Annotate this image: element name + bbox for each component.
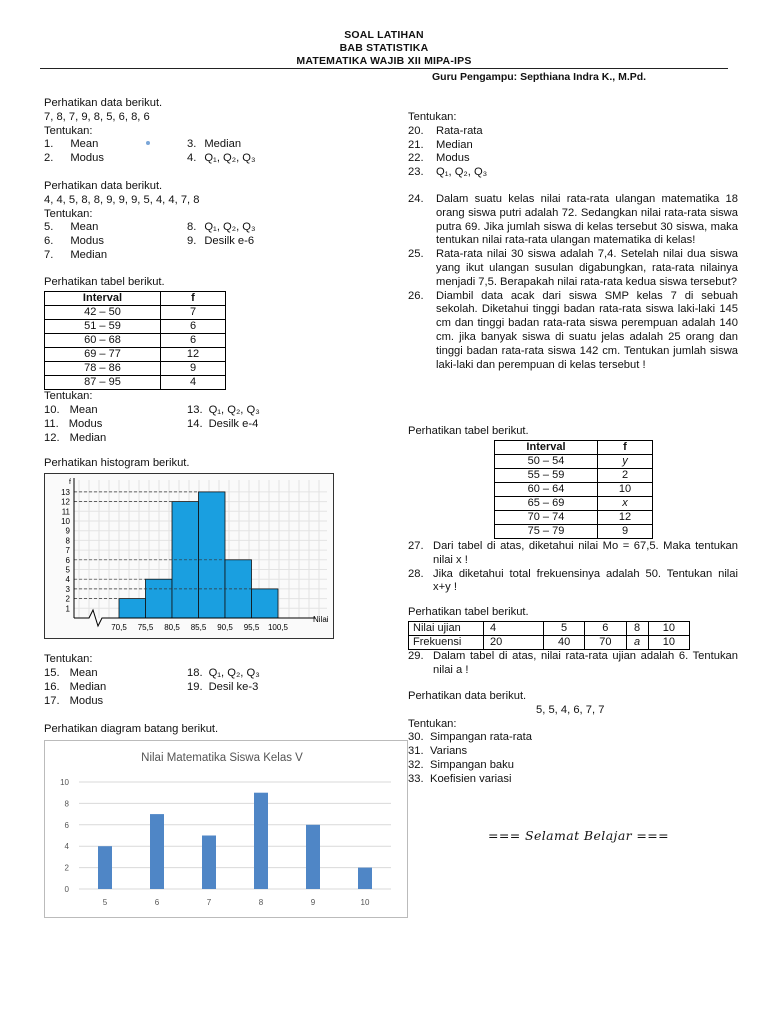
table-row — [45, 333, 226, 347]
tentukan-label: Tentukan: — [408, 717, 457, 730]
question-label: Modus — [70, 235, 104, 248]
question-number: 22. — [408, 152, 424, 165]
section-7-questions — [408, 540, 738, 595]
table-cell: 20 — [484, 636, 544, 650]
section-intro: Perhatikan tabel berikut. — [44, 276, 165, 288]
histogram-frame — [44, 473, 334, 639]
question-label: Varians — [430, 745, 468, 758]
y-tick-label: 4 — [65, 575, 70, 585]
section-3 — [44, 276, 260, 446]
word-problems — [408, 193, 738, 372]
table-row — [45, 305, 226, 319]
chart-bar — [98, 846, 112, 889]
question-label: Median — [69, 431, 107, 444]
y-axis-label: f — [69, 479, 71, 486]
question-number: 9. — [187, 235, 197, 248]
interval-table — [44, 291, 226, 390]
header-divider — [40, 68, 728, 69]
y-tick-label: 8 — [64, 799, 69, 809]
question-number: 30. — [408, 731, 424, 744]
cursor-dot — [146, 141, 150, 145]
histogram-bar — [225, 560, 252, 618]
question-number: 33. — [408, 772, 424, 785]
table-cell: 10 — [598, 483, 653, 497]
table-row — [495, 511, 653, 525]
question-number: 28. — [408, 567, 424, 580]
section-intro: Perhatikan data berikut. — [408, 690, 527, 702]
table-cell: 55 – 59 — [495, 469, 598, 483]
question-label: Q₁, Q₂, Q₃ — [436, 166, 488, 179]
x-tick-label: 6 — [154, 898, 160, 907]
table-row — [495, 469, 653, 483]
table-cell: 60 – 68 — [45, 333, 161, 347]
question-number: 19. — [187, 680, 203, 693]
question-number: 12. — [44, 431, 60, 444]
question-label: Mean — [69, 666, 98, 679]
data-list: 4, 4, 5, 8, 8, 9, 9, 9, 5, 4, 4, 7, 8 — [44, 193, 200, 206]
closing-message: === Selamat Belajar === — [488, 828, 670, 843]
interval-table-2 — [494, 440, 653, 539]
x-tick-label: 90,5 — [217, 623, 233, 632]
table-row — [495, 483, 653, 497]
y-tick-label: 4 — [64, 842, 69, 852]
table-row — [495, 525, 653, 539]
section-intro: Perhatikan histogram berikut. — [44, 457, 190, 469]
table-row — [45, 375, 226, 389]
question-number: 24. — [408, 193, 424, 205]
y-tick-label: 10 — [60, 778, 69, 787]
chart-bar — [150, 814, 164, 889]
table-cell: 12 — [598, 511, 653, 525]
question-text: Diambil data acak dari siswa SMP kelas 7 di sebuah sekolah. Diketahui tinggi badan rata-rata siswa laki-laki 145 cm dan tinggi badan rata-rata siswa perempuan adalah 140 cm. jika banyak siswa di suatu jelas adalah 25 orang dan tinggi badan rata-rata siswa 142 cm. Tentukan jumlah siswa laki-laki dan perempuan di kelas tersebut ! — [436, 289, 738, 371]
x-tick-label: 10 — [360, 898, 370, 907]
question-label: Median — [436, 138, 473, 151]
section-1 — [44, 97, 256, 166]
question-text: Rata-rata nilai 30 siswa adalah 7,4. Setelah nilai dua siswa yang ikut ulangan susulan digabungkan, rata-rata nilainya menjadi 7,5. Berapakah nilai rata-rata kedua siswa tersebut? — [436, 248, 738, 288]
tentukan-label: Tentukan: — [44, 124, 93, 137]
section-intro: Perhatikan data berikut. — [44, 180, 163, 192]
table-cell: 51 – 59 — [45, 319, 161, 333]
question-label: Mean — [70, 138, 99, 151]
x-axis-label: Nilai — [313, 615, 329, 624]
section-9 — [408, 690, 738, 787]
question-text: Dari tabel di atas, diketahui nilai Mo = 67,5. Maka tentukan nilai x ! — [433, 540, 738, 566]
table-cell: 6 — [161, 319, 226, 333]
table-cell: 10 — [648, 636, 689, 650]
question-number: 16. — [44, 680, 60, 693]
tentukan-label: Tentukan: — [44, 389, 93, 402]
data-list: 5, 5, 4, 6, 7, 7 — [536, 703, 605, 716]
question-number: 29. — [408, 650, 424, 662]
question-number: 1. — [44, 138, 54, 151]
question-number: 26. — [408, 289, 424, 302]
table-cell: 6 — [161, 333, 226, 347]
chart-bar — [202, 836, 216, 890]
x-tick-label: 100,5 — [267, 623, 289, 632]
table-cell: 65 – 69 — [495, 497, 598, 511]
doc-subtitle: BAB STATISTIKA — [339, 42, 429, 54]
section-4-questions — [44, 653, 260, 709]
question-number: 17. — [44, 694, 60, 707]
question-number: 15. — [44, 666, 60, 679]
table-header: f — [161, 291, 226, 305]
section-6 — [408, 111, 738, 180]
question-number: 31. — [408, 745, 424, 758]
tentukan-label: Tentukan: — [408, 111, 457, 123]
table-cell: 75 – 79 — [495, 525, 598, 539]
table-header: Interval — [45, 291, 161, 305]
table-row — [409, 636, 690, 650]
question-number: 4. — [187, 152, 197, 165]
question-number: 13. — [187, 403, 203, 416]
histogram-chart — [45, 474, 333, 638]
x-tick-label: 85,5 — [190, 623, 207, 632]
table-cell: 2 — [598, 469, 653, 483]
table-row — [409, 622, 690, 636]
chart-title: Nilai Matematika Siswa Kelas V — [141, 752, 303, 764]
doc-title: SOAL LATIHAN — [344, 29, 424, 41]
y-tick-label: 12 — [61, 497, 70, 507]
y-tick-label: 2 — [65, 594, 70, 604]
question-label: Mean — [69, 403, 98, 416]
question-number: 6. — [44, 235, 54, 248]
question-number: 7. — [44, 249, 54, 262]
table-cell: 50 – 54 — [495, 455, 598, 469]
y-tick-label: 3 — [65, 584, 70, 594]
question-number: 5. — [44, 221, 54, 234]
question-number: 8. — [187, 221, 197, 234]
table-cell: 40 — [543, 636, 584, 650]
y-tick-label: 8 — [65, 536, 70, 546]
table-cell: 7 — [161, 305, 226, 319]
question-label: Modus — [436, 152, 470, 165]
x-tick-label: 5 — [102, 898, 108, 907]
table-header-row — [495, 441, 653, 455]
table-cell: 10 — [648, 622, 689, 636]
histogram-bar — [119, 599, 146, 618]
question-number: 27. — [408, 540, 424, 552]
table-cell: 70 — [585, 636, 626, 650]
section-intro: Perhatikan tabel berikut. — [408, 425, 529, 437]
teacher-name: Guru Pengampu: Septhiana Indra K., M.Pd. — [432, 71, 647, 83]
question-number: 25. — [408, 248, 424, 261]
question-label: Mean — [70, 221, 99, 234]
table-cell: Frekuensi — [409, 636, 484, 650]
x-tick-label: 7 — [206, 898, 212, 907]
question-label: Median — [70, 249, 108, 262]
question-number: 10. — [44, 403, 60, 416]
table-cell: 6 — [585, 622, 626, 636]
table-cell: 42 – 50 — [45, 305, 161, 319]
table-cell: x — [598, 497, 653, 511]
bar-chart-frame — [44, 740, 408, 918]
bar-chart — [45, 741, 407, 917]
question-number: 2. — [44, 152, 54, 165]
question-label: Desilk e-6 — [204, 235, 255, 248]
histogram-bar — [146, 579, 173, 618]
table-cell: 9 — [161, 361, 226, 375]
question-label: Median — [69, 680, 107, 693]
y-tick-label: 6 — [65, 555, 70, 565]
y-tick-label: 2 — [64, 863, 69, 873]
question-label: Rata-rata — [436, 124, 483, 137]
table-cell: 9 — [598, 525, 653, 539]
y-tick-label: 9 — [65, 526, 70, 536]
section-intro: Perhatikan diagram batang berikut. — [44, 723, 219, 735]
question-label: Koefisien variasi — [430, 772, 512, 785]
x-tick-label: 95,5 — [243, 623, 260, 632]
table-cell: 87 – 95 — [45, 375, 161, 389]
table-row — [495, 497, 653, 511]
table-row — [495, 455, 653, 469]
section-intro: Perhatikan data berikut. — [44, 97, 163, 109]
chart-bar — [358, 868, 372, 889]
question-label: Desilk e-4 — [208, 417, 259, 430]
table-cell: 8 — [626, 622, 648, 636]
question-label: Median — [204, 138, 242, 151]
question-label: Q₁, Q₂, Q₃ — [204, 152, 256, 165]
table-cell: 12 — [161, 347, 226, 361]
question-text: Dalam suatu kelas nilai rata-rata ulangan matematika 18 orang siswa putri adalah 72. Sedangkan nilai rata-rata siswa putra 69. Jika jumlah siswa di kelas tersebut 30 siswa, maka tentukan nilai rata-rata ulangan matematika di kelas! — [436, 193, 738, 247]
table-cell: 70 – 74 — [495, 511, 598, 525]
table-cell: a — [626, 636, 648, 650]
x-tick-label: 80,5 — [164, 623, 180, 632]
y-tick-label: 7 — [65, 546, 70, 556]
table-row — [45, 347, 226, 361]
doc-course: MATEMATIKA WAJIB XII MIPA-IPS — [296, 55, 472, 67]
table-cell: 5 — [543, 622, 584, 636]
y-tick-label: 0 — [64, 885, 69, 894]
table-row — [45, 361, 226, 375]
table-row — [45, 319, 226, 333]
question-number: 32. — [408, 758, 424, 771]
question-label: Simpangan baku — [430, 758, 514, 771]
section-intro: Perhatikan tabel berikut. — [408, 606, 529, 618]
chart-bar — [306, 825, 320, 889]
table-header: Interval — [495, 441, 598, 455]
y-tick-label: 11 — [61, 507, 70, 517]
question-label: Desil ke-3 — [208, 680, 259, 693]
table-header-row — [45, 291, 226, 305]
question-label: Modus — [70, 152, 104, 165]
x-tick-label: 9 — [310, 898, 316, 907]
histogram-bar — [199, 492, 226, 618]
question-label: Modus — [68, 417, 103, 430]
question-number: 20. — [408, 124, 424, 137]
question-text: Dalam tabel di atas, nilai rata-rata ujian adalah 6. Tentukan nilai a ! — [433, 650, 738, 676]
question-text: Jika diketahui total frekuensinya adalah 50. Tentukan nilai x+y ! — [433, 567, 738, 594]
question-number: 18. — [187, 666, 203, 679]
y-tick-label: 10 — [61, 517, 70, 526]
question-number: 21. — [408, 138, 424, 151]
histogram-bar — [252, 589, 279, 618]
y-tick-label: 5 — [65, 565, 70, 575]
chart-bar — [254, 793, 268, 889]
y-tick-label: 6 — [64, 820, 69, 830]
y-tick-label: 1 — [65, 604, 70, 614]
table-cell: 4 — [484, 622, 544, 636]
question-label: Q₁, Q₂, Q₃ — [208, 666, 260, 679]
x-tick-label: 75,5 — [137, 623, 154, 632]
x-tick-label: 70,5 — [111, 623, 127, 632]
question-number: 14. — [187, 417, 203, 430]
question-label: Simpangan rata-rata — [430, 731, 532, 744]
tentukan-label: Tentukan: — [44, 207, 93, 220]
table-cell: Nilai ujian — [409, 622, 484, 636]
question-label: Modus — [69, 694, 104, 707]
table-cell: y — [598, 455, 653, 469]
table-cell: 60 – 64 — [495, 483, 598, 497]
y-tick-label: 13 — [61, 487, 70, 497]
table-header: f — [598, 441, 653, 455]
question-label: Q₁, Q₂, Q₃ — [208, 403, 260, 416]
frequency-table — [408, 621, 690, 650]
data-list: 7, 8, 7, 9, 8, 5, 6, 8, 6 — [44, 110, 150, 123]
section-2 — [44, 180, 256, 263]
question-label: Q₁, Q₂, Q₃ — [204, 221, 256, 234]
tentukan-label: Tentukan: — [44, 653, 93, 665]
question-number: 23. — [408, 166, 424, 179]
table-cell: 78 – 86 — [45, 361, 161, 375]
table-cell: 4 — [161, 375, 226, 389]
x-tick-label: 8 — [258, 898, 264, 907]
section-8-questions — [408, 650, 738, 678]
question-number: 3. — [187, 138, 197, 151]
table-cell: 69 – 77 — [45, 347, 161, 361]
question-number: 11. — [44, 417, 59, 430]
